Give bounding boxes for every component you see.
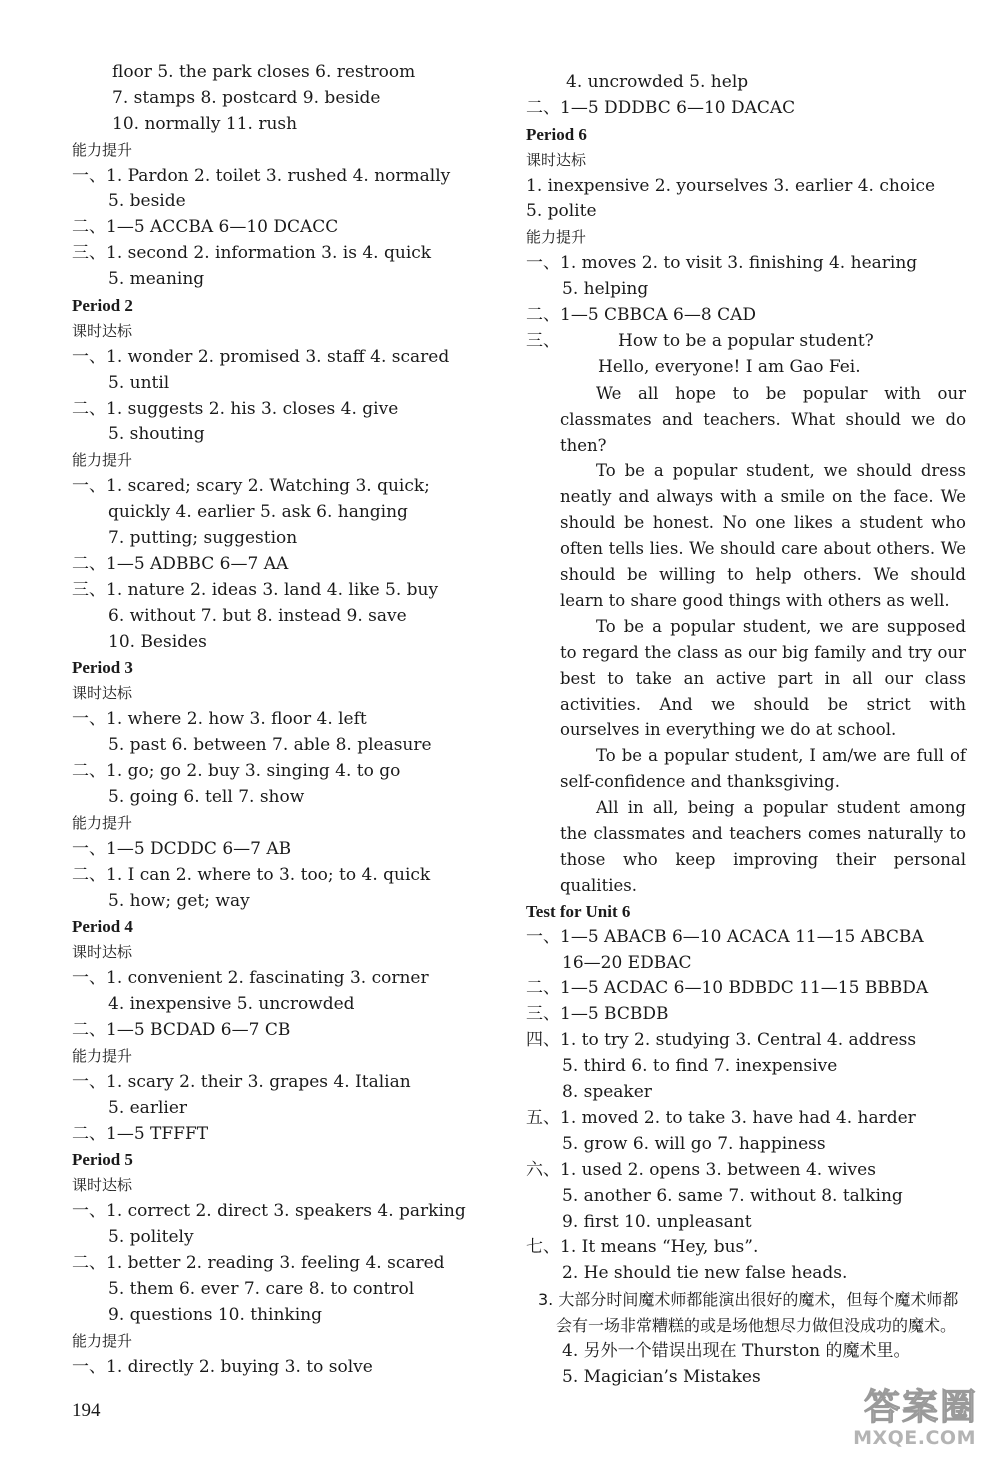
answer-line: quickly 4. earlier 5. ask 6. hanging bbox=[108, 502, 408, 523]
answer-line: 4. 另外一个错误出现在 Thurston 的魔术里。 bbox=[562, 1340, 911, 1361]
watermark-logo bbox=[819, 1377, 984, 1451]
essay bbox=[526, 329, 966, 899]
answer-line: 二、1—5 ACCBA 6—10 DCACC bbox=[72, 217, 339, 238]
answer-line: 一、1. directly 2. buying 3. to solve bbox=[72, 1356, 373, 1377]
answer-line: 一、1. wonder 2. promised 3. staff 4. scared bbox=[72, 346, 450, 367]
answer-line: 三、1. nature 2. ideas 3. land 4. like 5. buy bbox=[72, 579, 439, 600]
section-heading: Period 3 bbox=[72, 658, 133, 678]
watermark-url: MXQE.COM bbox=[853, 1427, 976, 1449]
answer-line: 5. another 6. same 7. without 8. talking bbox=[562, 1185, 903, 1206]
answer-line: 9. first 10. unpleasant bbox=[562, 1211, 752, 1232]
answer-line: 7. stamps 8. postcard 9. beside bbox=[112, 87, 381, 108]
answer-line: 5. them 6. ever 7. care 8. to control bbox=[108, 1278, 415, 1299]
section-heading: Period 4 bbox=[72, 917, 133, 937]
answer-line: 二、1—5 TFFFT bbox=[72, 1123, 209, 1144]
subsection-label: 课时达标 bbox=[72, 684, 133, 703]
answer-line: 二、1—5 CBBCA 6—8 CAD bbox=[526, 305, 756, 326]
essay-greeting: Hello, everyone! I am Gao Fei. bbox=[598, 356, 861, 377]
answer-line: 一、1. where 2. how 3. floor 4. left bbox=[72, 709, 367, 730]
answer-line: 一、1. scary 2. their 3. grapes 4. Italian bbox=[72, 1071, 411, 1092]
right-bottom-answers bbox=[526, 899, 966, 1287]
answer-line: 二、1—5 DDDBC 6—10 DACAC bbox=[526, 97, 796, 118]
subsection-label: 能力提升 bbox=[526, 228, 587, 247]
answer-line: 16—20 EDBAC bbox=[562, 952, 692, 973]
answer-line: 六、1. used 2. opens 3. between 4. wives bbox=[526, 1159, 876, 1180]
answer-line: 二、1. I can 2. where to 3. too; to 4. quick bbox=[72, 864, 431, 885]
answer-line: 5. past 6. between 7. able 8. pleasure bbox=[108, 735, 432, 756]
answer-line: 5. helping bbox=[562, 279, 649, 300]
answer-line: 2. He should tie new false heads. bbox=[562, 1263, 848, 1284]
page-number: 194 bbox=[72, 1400, 101, 1421]
subsection-label: 能力提升 bbox=[72, 1046, 133, 1065]
essay-paragraph: To be a popular student, we are supposed to regard the class as our big family and try our best to take an active part in all our class activities. And we should be strict with ourselves in everything we do at school. bbox=[560, 616, 966, 740]
answer-line: 一、1. scared; scary 2. Watching 3. quick; bbox=[72, 476, 430, 497]
answer-line: 5. earlier bbox=[108, 1097, 188, 1118]
essay-title-line bbox=[526, 329, 966, 355]
answer-line: 5. how; get; way bbox=[108, 890, 250, 911]
answer-line: 一、1. moves 2. to visit 3. finishing 4. hearing bbox=[526, 253, 918, 274]
subsection-label: 课时达标 bbox=[72, 321, 133, 340]
answer-line: 5. shouting bbox=[108, 424, 205, 445]
answer-line: 5. third 6. to find 7. inexpensive bbox=[562, 1056, 838, 1077]
answer-line: 二、1. go; go 2. buy 3. singing 4. to go bbox=[72, 761, 401, 782]
answer-line: 二、1. better 2. reading 3. feeling 4. scared bbox=[72, 1252, 445, 1273]
answer-line: 5. grow 6. will go 7. happiness bbox=[562, 1133, 826, 1154]
answer-line: 二、1—5 ACDAC 6—10 BDBDC 11—15 BBBDA bbox=[526, 978, 929, 999]
answer-line: 四、1. to try 2. studying 3. Central 4. address bbox=[526, 1030, 917, 1051]
answer-line: 七、1. It means “Hey, bus”. bbox=[526, 1237, 759, 1258]
essay-paragraphs bbox=[526, 381, 966, 899]
right-column bbox=[526, 70, 966, 1391]
answer-line: 5. beside bbox=[108, 191, 186, 212]
answer-line: 4. inexpensive 5. uncrowded bbox=[108, 994, 355, 1015]
answer-line: 5. meaning bbox=[108, 269, 205, 290]
subsection-label: 课时达标 bbox=[72, 1176, 133, 1195]
answer-line: 5. politely bbox=[108, 1227, 194, 1248]
essay-paragraph: We all hope to be popular with our classmates and teachers. What should we do then? bbox=[560, 383, 966, 455]
section-heading: Period 5 bbox=[72, 1150, 133, 1170]
answer-line: 三、1. second 2. information 3. is 4. quick bbox=[72, 243, 432, 264]
essay-paragraph: To be a popular student, we should dress neatly and always with a smile on the face. We should be honest. No one likes a student who often tells lies. We should care about others. We should be willing to help others. We should learn to share good things with others as well. bbox=[560, 461, 966, 610]
essay-marker: 三、 bbox=[526, 330, 560, 351]
subsection-label: 课时达标 bbox=[526, 150, 587, 169]
section-heading: Test for Unit 6 bbox=[526, 901, 631, 921]
answer-line: floor 5. the park closes 6. restroom bbox=[112, 62, 416, 82]
chinese-translation-answer: 3. 大部分时间魔术师都能演出很好的魔术，但每个魔术师都会有一场非常糟糕的或是场他想尽力做但没成功的魔术。 bbox=[538, 1290, 959, 1336]
answer-line: 10. Besides bbox=[108, 631, 207, 652]
section-heading: Period 6 bbox=[526, 124, 587, 144]
answer-line: 10. normally 11. rush bbox=[112, 113, 298, 134]
answer-line: 五、1. moved 2. to take 3. have had 4. harder bbox=[526, 1107, 916, 1128]
section-heading: Period 2 bbox=[72, 296, 133, 316]
subsection-label: 课时达标 bbox=[72, 943, 133, 962]
subsection-label: 能力提升 bbox=[72, 451, 133, 470]
answer-line: 5. going 6. tell 7. show bbox=[108, 786, 305, 807]
left-column bbox=[72, 60, 492, 1380]
answer-line: 三、1—5 BCBDB bbox=[526, 1004, 669, 1025]
answer-line: 二、1—5 ADBBC 6—7 AA bbox=[72, 553, 289, 574]
answer-line: 一、1—5 DCDDC 6—7 AB bbox=[72, 838, 292, 859]
answer-line: 一、1. correct 2. direct 3. speakers 4. parking bbox=[72, 1201, 466, 1222]
right-top-answers bbox=[526, 70, 966, 329]
answer-line: 5. Magician’s Mistakes bbox=[562, 1366, 761, 1387]
subsection-label: 能力提升 bbox=[72, 813, 133, 832]
answer-line: 一、1. Pardon 2. toilet 3. rushed 4. normally bbox=[72, 165, 451, 186]
answer-line: 5. polite bbox=[526, 201, 597, 222]
answer-line: 1. inexpensive 2. yourselves 3. earlier 4. choice bbox=[526, 175, 936, 196]
answer-line: 5. until bbox=[108, 372, 170, 393]
essay-paragraph: To be a popular student, I am/we are full of self-confidence and thanksgiving. bbox=[560, 746, 966, 792]
essay-title: How to be a popular student? bbox=[618, 330, 874, 351]
answer-line: 一、1—5 ABACB 6—10 ACACA 11—15 ABCBA bbox=[526, 926, 924, 947]
subsection-label: 能力提升 bbox=[72, 140, 133, 159]
answer-line: 6. without 7. but 8. instead 9. save bbox=[108, 605, 407, 626]
answer-line: 4. uncrowded 5. help bbox=[566, 72, 749, 92]
essay-paragraph: All in all, being a popular student among the classmates and teachers comes naturally to those who keep improving their personal qualities. bbox=[560, 798, 966, 895]
answer-line: 7. putting; suggestion bbox=[108, 528, 298, 549]
answer-line: 二、1. suggests 2. his 3. closes 4. give bbox=[72, 398, 399, 419]
answer-line: 二、1—5 BCDAD 6—7 CB bbox=[72, 1019, 291, 1040]
answer-line: 9. questions 10. thinking bbox=[108, 1304, 322, 1325]
watermark-text: 答案圈 bbox=[863, 1387, 978, 1428]
answer-line: 一、1. convenient 2. fascinating 3. corner bbox=[72, 968, 429, 989]
answer-line: 8. speaker bbox=[562, 1082, 652, 1103]
subsection-label: 能力提升 bbox=[72, 1331, 133, 1350]
